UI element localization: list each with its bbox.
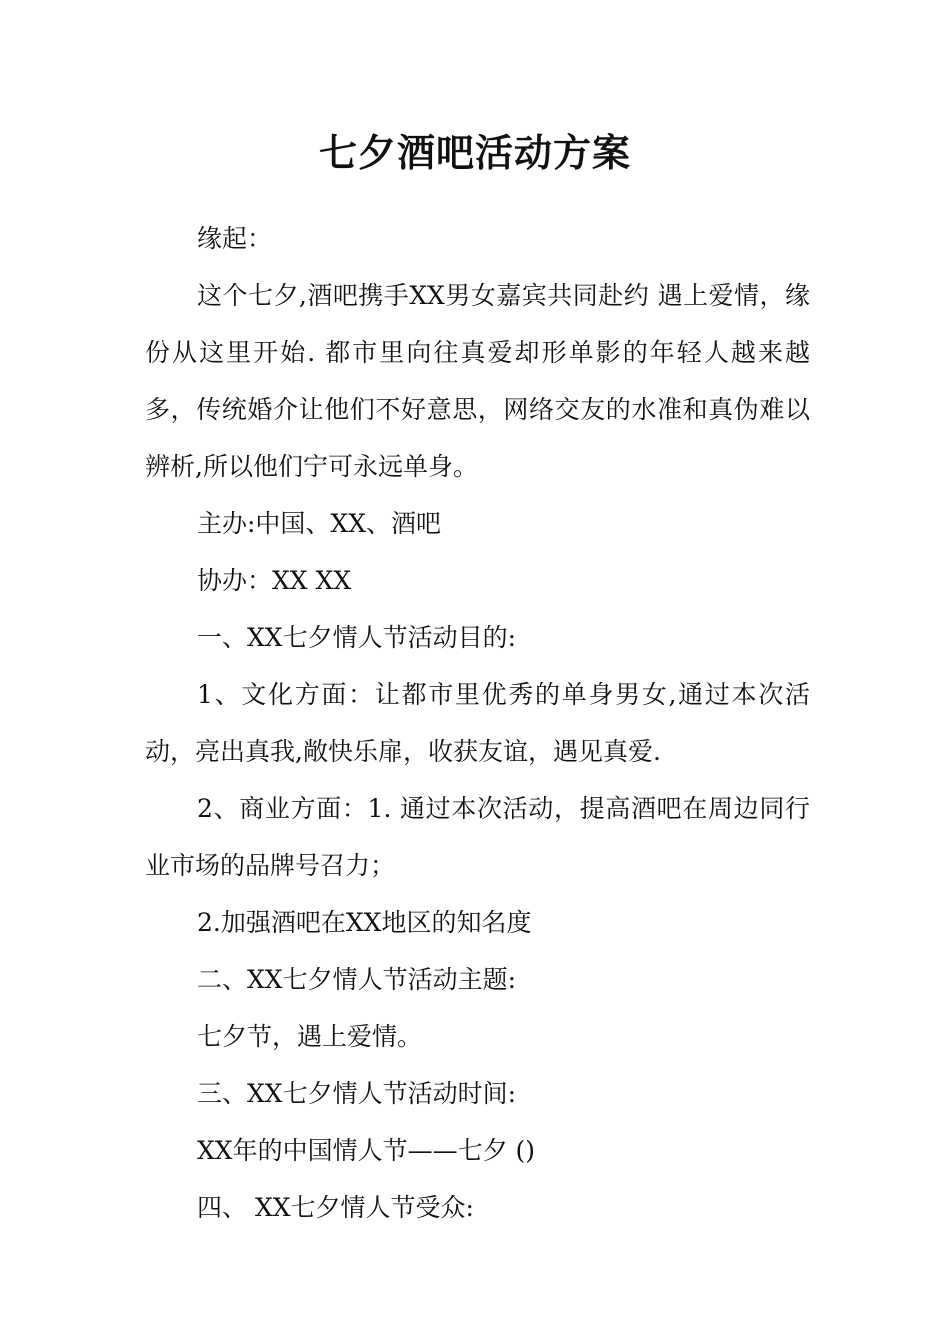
section-heading-purpose: 一、XX七夕情人节活动目的: (197, 623, 517, 652)
section-heading-audience: 四、 XX七夕情人节受众: (197, 1193, 474, 1222)
section-heading-time: 三、XX七夕情人节活动时间: (197, 1079, 517, 1108)
document-body (145, 210, 810, 1236)
paragraph-business-purpose: 2、商业方面：1. 通过本次活动，提高酒吧在周边同行业市场的品牌号召力； (145, 794, 810, 880)
section-heading-theme: 二、XX七夕情人节活动主题: (197, 965, 517, 994)
paragraph-organizer: 主办:中国、XX、酒吧 (197, 509, 442, 538)
paragraph-origin-text: 这个七夕,酒吧携手XX男女嘉宾共同赴约 遇上爱情，缘份从这里开始. 都市里向往真爱却形单影的年轻人越来越多，传统婚介让他们不好意思，网络交友的水准和真伪难以辨析,所以他们宁可永远单身。 (145, 281, 810, 481)
paragraph-origin-heading: 缘起： (197, 224, 273, 253)
paragraph-culture-purpose: 1、文化方面：让都市里优秀的单身男女,通过本次活动，亮出真我,敞快乐扉，收获友谊，遇见真爱. (145, 680, 810, 766)
paragraph-time: XX年的中国情人节——七夕 () (197, 1136, 536, 1165)
paragraph-theme: 七夕节，遇上爱情。 (197, 1022, 423, 1051)
document-title: 七夕酒吧活动方案 (318, 130, 631, 175)
paragraph-awareness: 2.加强酒吧在XX地区的知名度 (197, 908, 532, 937)
paragraph-co-organizer: 协办：XX XX (197, 566, 352, 595)
